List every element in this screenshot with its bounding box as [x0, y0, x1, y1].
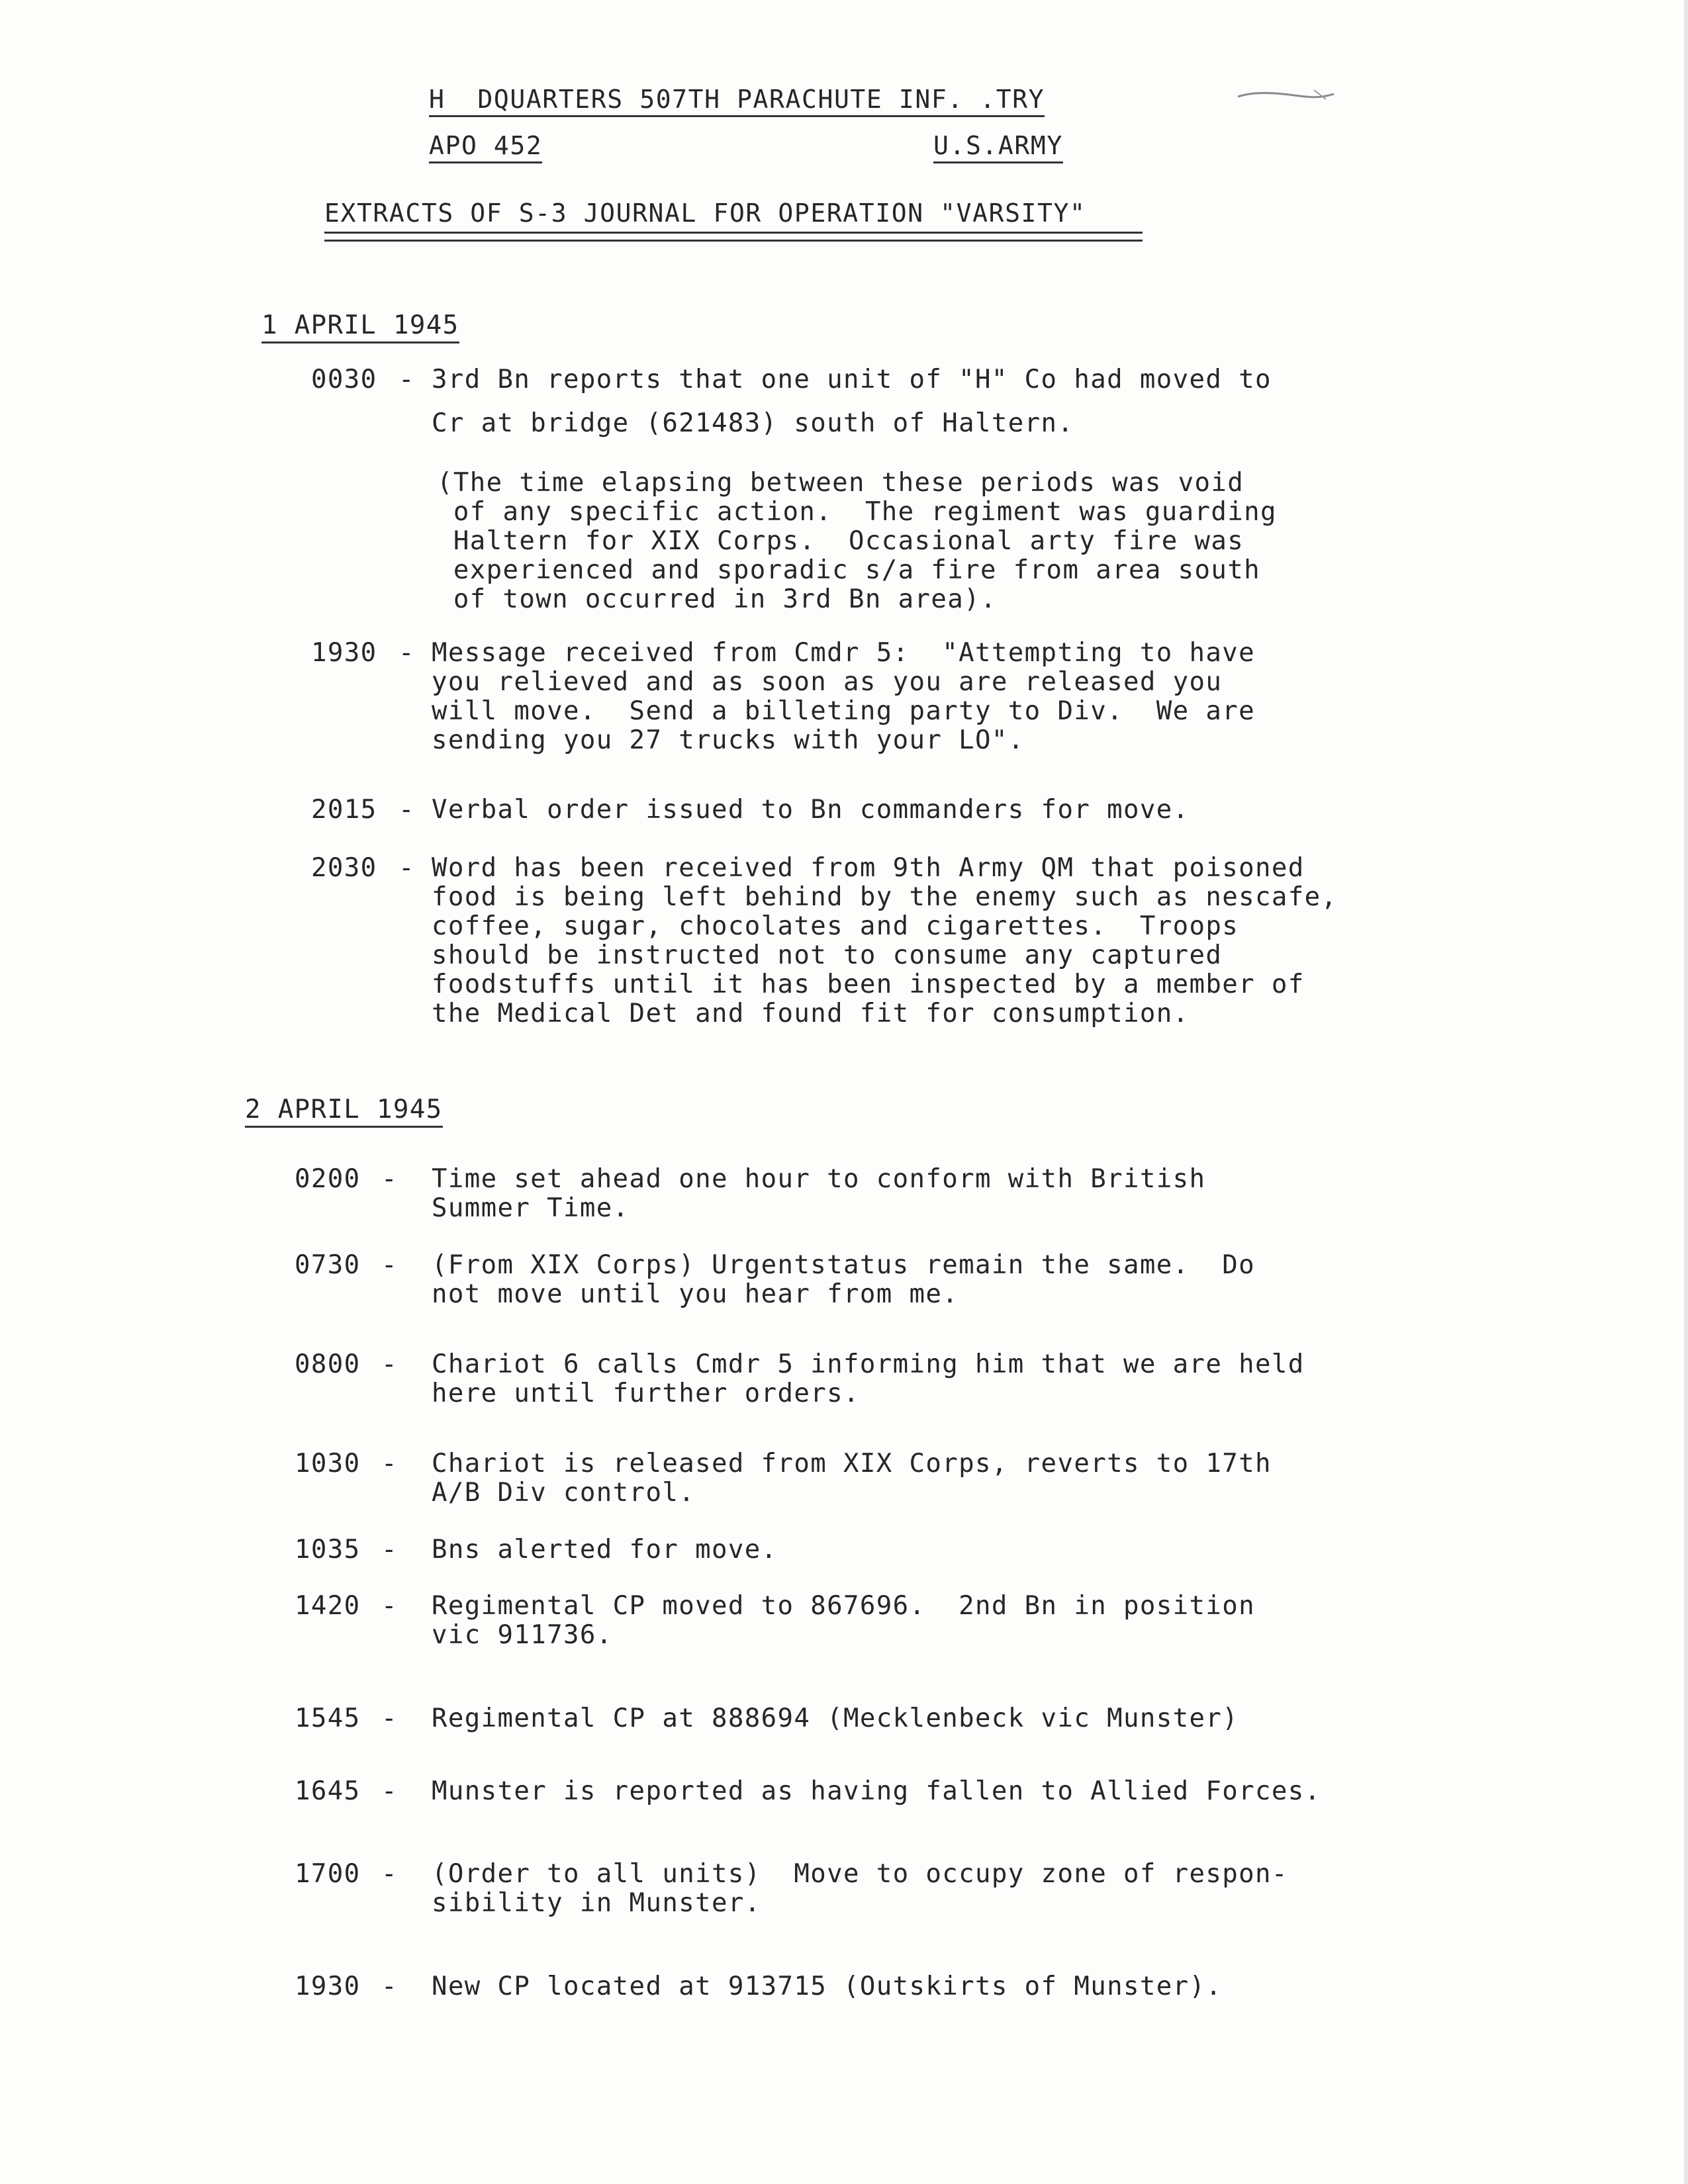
- entry-dash: -: [399, 638, 414, 668]
- entry-text-line: the Medical Det and found fit for consumption.: [432, 999, 1190, 1028]
- entry-text-line: foodstuffs until it has been inspected by a member of: [432, 970, 1305, 999]
- entry-text-line: Regimental CP moved to 867696. 2nd Bn in position: [432, 1591, 1255, 1621]
- entry-time: 0200: [295, 1164, 361, 1194]
- entry-dash: -: [381, 1704, 397, 1733]
- entry-text-line: Summer Time.: [432, 1193, 630, 1223]
- entry-text-line: (From XIX Corps) Urgentstatus remain the same. Do: [432, 1250, 1255, 1280]
- note-text-line: (The time elapsing between these periods was void: [437, 468, 1244, 498]
- entry-text-line: Time set ahead one hour to conform with British: [432, 1164, 1206, 1194]
- header-apo: APO 452: [429, 131, 542, 163]
- entry-text-line: should be instructed not to consume any captured: [432, 940, 1223, 970]
- entry-text-line: Verbal order issued to Bn commanders for move.: [432, 795, 1190, 825]
- entry-time: 1700: [295, 1859, 361, 1889]
- entry-dash: -: [381, 1972, 397, 2001]
- entry-text-line: Word has been received from 9th Army QM that poisoned: [432, 853, 1305, 883]
- entry-time: 1930: [311, 638, 377, 668]
- entry-text-line: Cr at bridge (621483) south of Haltern.: [432, 408, 1074, 438]
- entry-text-line: vic 911736.: [432, 1620, 613, 1650]
- entry-time: 2015: [311, 795, 377, 825]
- entry-text-line: Regimental CP at 888694 (Mecklenbeck vic Munster): [432, 1704, 1239, 1733]
- note-text-line: of town occurred in 3rd Bn area).: [437, 584, 997, 614]
- entry-dash: -: [399, 853, 414, 883]
- entry-time: 1545: [295, 1704, 361, 1733]
- entry-text-line: here until further orders.: [432, 1379, 860, 1408]
- note-text-line: of any specific action. The regiment was guarding: [437, 497, 1277, 527]
- handwritten-mark: [1235, 85, 1340, 105]
- entry-text-line: Munster is reported as having fallen to Allied Forces.: [432, 1776, 1321, 1806]
- entry-text-line: Bns alerted for move.: [432, 1535, 778, 1565]
- entry-dash: -: [381, 1535, 397, 1565]
- section-date: 1 APRIL 1945: [261, 311, 459, 343]
- entry-text-line: Message received from Cmdr 5: "Attempting to have: [432, 638, 1255, 668]
- entry-text-line: Chariot is released from XIX Corps, reverts to 17th: [432, 1449, 1272, 1479]
- entry-dash: -: [381, 1349, 397, 1379]
- entry-dash: -: [381, 1164, 397, 1194]
- header-unit: H DQUARTERS 507TH PARACHUTE INF. .TRY: [429, 85, 1045, 117]
- entry-time: 0030: [311, 365, 377, 394]
- entry-text-line: will move. Send a billeting party to Div. We are: [432, 696, 1255, 726]
- entry-text-line: (Order to all units) Move to occupy zone of respon-: [432, 1859, 1288, 1889]
- entry-dash: -: [381, 1859, 397, 1889]
- document-title: EXTRACTS OF S-3 JOURNAL FOR OPERATION "VARSITY": [324, 199, 1086, 228]
- entry-text-line: sibility in Munster.: [432, 1888, 761, 1918]
- entry-dash: -: [381, 1250, 397, 1280]
- entry-time: 1035: [295, 1535, 361, 1565]
- title-underline-1: [324, 232, 1143, 234]
- entry-text-line: you relieved and as soon as you are released you: [432, 667, 1223, 697]
- entry-time: 1030: [295, 1449, 361, 1479]
- entry-text-line: A/B Div control.: [432, 1478, 696, 1508]
- entry-time: 0730: [295, 1250, 361, 1280]
- section-date: 2 APRIL 1945: [245, 1095, 443, 1128]
- note-text-line: Haltern for XIX Corps. Occasional arty fire was: [437, 526, 1244, 556]
- entry-dash: -: [399, 795, 414, 825]
- entry-text-line: not move until you hear from me.: [432, 1279, 959, 1309]
- page-edge: [1684, 0, 1688, 2184]
- note-text-line: experienced and sporadic s/a fire from area south: [437, 555, 1260, 585]
- entry-text-line: New CP located at 913715 (Outskirts of Munster).: [432, 1972, 1223, 2001]
- entry-text-line: 3rd Bn reports that one unit of "H" Co had moved to: [432, 365, 1272, 394]
- entry-text-line: coffee, sugar, chocolates and cigarettes. Troops: [432, 911, 1239, 941]
- entry-time: 0800: [295, 1349, 361, 1379]
- entry-text-line: Chariot 6 calls Cmdr 5 informing him that we are held: [432, 1349, 1305, 1379]
- entry-time: 1930: [295, 1972, 361, 2001]
- header-army: U.S.ARMY: [933, 131, 1063, 163]
- entry-dash: -: [381, 1449, 397, 1479]
- entry-dash: -: [381, 1591, 397, 1621]
- entry-time: 1645: [295, 1776, 361, 1806]
- entry-time: 1420: [295, 1591, 361, 1621]
- title-underline-2: [324, 240, 1143, 242]
- entry-text-line: food is being left behind by the enemy such as nescafe,: [432, 882, 1338, 912]
- entry-dash: -: [381, 1776, 397, 1806]
- entry-time: 2030: [311, 853, 377, 883]
- entry-text-line: sending you 27 trucks with your LO".: [432, 725, 1025, 755]
- entry-dash: -: [399, 365, 414, 394]
